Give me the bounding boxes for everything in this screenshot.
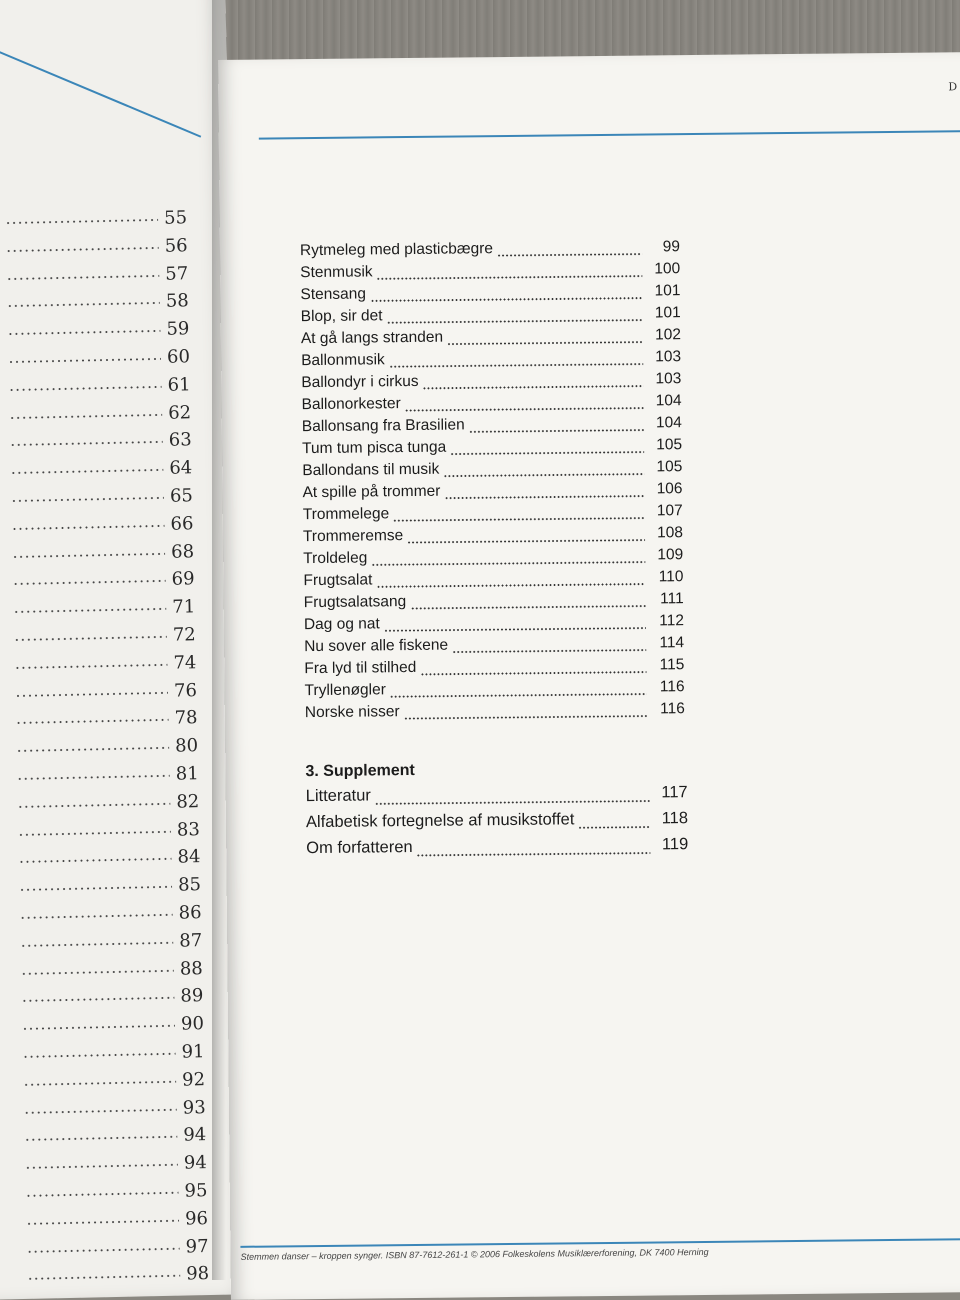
dot-leader bbox=[404, 714, 647, 720]
dot-leader bbox=[497, 252, 642, 257]
left-toc-row bbox=[5, 235, 187, 263]
toc-entry-page: 103 bbox=[655, 370, 682, 388]
left-toc-row bbox=[27, 1263, 209, 1291]
dot-leader bbox=[25, 1163, 178, 1170]
left-toc-page-number: 81 bbox=[175, 763, 199, 785]
left-toc-row bbox=[25, 1152, 207, 1180]
left-toc-page-number: 91 bbox=[181, 1041, 205, 1063]
left-toc-row bbox=[20, 930, 202, 958]
left-toc-page-number: 95 bbox=[184, 1180, 208, 1202]
dot-leader bbox=[9, 385, 162, 392]
toc-entry-page: 112 bbox=[659, 612, 684, 630]
toc-entry-title: Norske nisser bbox=[304, 703, 400, 722]
dot-leader bbox=[423, 384, 644, 389]
left-toc-row bbox=[21, 986, 203, 1014]
dot-leader bbox=[443, 472, 644, 477]
dot-leader bbox=[18, 829, 171, 836]
dot-leader bbox=[27, 1246, 180, 1253]
toc-entry-page: 101 bbox=[654, 304, 681, 322]
toc-entry-title: Ballonmusik bbox=[301, 351, 385, 370]
left-page-blue-rule bbox=[0, 35, 201, 138]
dot-leader bbox=[387, 318, 643, 324]
toc-entry-page: 119 bbox=[661, 835, 689, 854]
dot-leader bbox=[8, 357, 161, 364]
dot-leader bbox=[5, 218, 158, 225]
toc-entry-title: Ballondans til musik bbox=[302, 460, 440, 480]
toc-entry-page: 108 bbox=[657, 524, 684, 542]
dot-leader bbox=[450, 450, 644, 455]
dot-leader bbox=[10, 468, 163, 475]
dot-leader bbox=[384, 626, 646, 632]
left-toc-page-number: 84 bbox=[177, 846, 201, 869]
left-toc-row bbox=[24, 1124, 206, 1152]
left-toc-page-number: 72 bbox=[172, 624, 196, 646]
toc-entry-page: 110 bbox=[658, 568, 684, 586]
left-toc-row bbox=[10, 430, 192, 458]
left-toc-page-number: 56 bbox=[164, 235, 188, 257]
toc-entry-title: Ballonsang fra Brasilien bbox=[301, 416, 465, 436]
left-toc-row bbox=[26, 1208, 208, 1236]
left-toc-page-number: 66 bbox=[170, 513, 194, 535]
left-toc-page-number: 76 bbox=[173, 679, 198, 702]
left-toc-row bbox=[22, 1041, 204, 1069]
dot-leader bbox=[24, 1107, 177, 1114]
dot-leader bbox=[7, 329, 160, 336]
left-toc-page-number: 90 bbox=[180, 1013, 205, 1035]
toc-entry-title: Ballonorkester bbox=[301, 395, 401, 414]
left-toc-page-number: 97 bbox=[185, 1235, 209, 1258]
footer-text: Stemmen danser – kroppen synger. ISBN 87-7612-261-1 © 2006 Folkeskolens Musiklærerforening, DK 7400 Herning bbox=[240, 1246, 709, 1262]
toc-entry-title: Rytmeleg med plasticbægre bbox=[299, 240, 494, 260]
toc-entry-page: 116 bbox=[660, 700, 685, 718]
dot-leader bbox=[18, 857, 171, 864]
dot-leader bbox=[16, 746, 169, 753]
table-of-contents bbox=[300, 238, 687, 865]
dot-leader bbox=[371, 560, 645, 566]
dot-leader bbox=[447, 340, 643, 345]
toc-entry-page: 114 bbox=[659, 634, 685, 652]
dot-leader bbox=[23, 1080, 176, 1087]
dot-leader bbox=[6, 246, 159, 253]
toc-entry-title: Litteratur bbox=[305, 786, 371, 806]
toc-entry-page: 117 bbox=[661, 783, 688, 802]
left-toc-page-number: 93 bbox=[182, 1096, 206, 1119]
dot-leader bbox=[377, 274, 643, 280]
dot-leader bbox=[21, 996, 174, 1003]
left-toc-row bbox=[23, 1069, 205, 1097]
left-toc-page-number: 86 bbox=[178, 902, 202, 924]
left-toc-page-number: 59 bbox=[166, 318, 190, 340]
toc-entry-title: Trommeremse bbox=[302, 527, 404, 546]
toc-list bbox=[300, 238, 685, 726]
left-toc-row bbox=[5, 207, 187, 235]
left-toc-row bbox=[11, 513, 193, 541]
left-toc-page-number: 57 bbox=[165, 262, 189, 285]
toc-entry-page: 111 bbox=[660, 590, 684, 608]
dot-leader bbox=[452, 648, 646, 653]
left-toc-row bbox=[9, 402, 191, 430]
left-toc-page-number: 87 bbox=[179, 929, 203, 952]
toc-entry-page: 105 bbox=[656, 436, 683, 454]
toc-entry-page: 101 bbox=[654, 282, 681, 300]
left-toc-row bbox=[13, 596, 195, 624]
dot-leader bbox=[420, 670, 646, 675]
header-rule bbox=[259, 130, 960, 140]
supplement-list bbox=[306, 783, 689, 865]
toc-entry bbox=[305, 700, 685, 726]
toc-entry-page: 105 bbox=[656, 458, 683, 476]
toc-entry bbox=[306, 783, 688, 813]
left-toc-row bbox=[7, 291, 189, 319]
left-toc-row bbox=[7, 318, 189, 346]
left-toc-page-number: 89 bbox=[180, 985, 204, 1007]
left-toc-page-number: 88 bbox=[179, 957, 203, 980]
left-toc-page-number: 78 bbox=[174, 707, 198, 730]
section-title: 3. Supplement bbox=[305, 761, 415, 781]
dot-leader bbox=[13, 607, 166, 614]
dot-leader bbox=[393, 516, 645, 522]
toc-entry-title: Tryllenøgler bbox=[304, 681, 386, 700]
dot-leader bbox=[9, 412, 162, 419]
toc-entry-page: 102 bbox=[654, 326, 681, 344]
toc-entry-page: 99 bbox=[662, 238, 681, 256]
left-toc-page-number: 55 bbox=[163, 207, 188, 229]
toc-entry-page: 118 bbox=[661, 809, 689, 828]
left-toc-row bbox=[22, 1013, 204, 1041]
left-toc-row bbox=[26, 1236, 208, 1264]
left-toc-page-number: 69 bbox=[171, 568, 195, 591]
left-toc-row bbox=[14, 624, 196, 652]
left-toc-page-number: 94 bbox=[183, 1152, 208, 1174]
left-toc-row bbox=[25, 1180, 207, 1208]
toc-entry-page: 103 bbox=[655, 348, 682, 366]
dot-leader bbox=[15, 690, 168, 697]
left-toc-page-number: 68 bbox=[170, 540, 195, 563]
left-toc-row bbox=[18, 847, 200, 875]
toc-entry-title: Frugtsalat bbox=[303, 571, 373, 590]
dot-leader bbox=[25, 1191, 178, 1198]
toc-entry-page: 116 bbox=[659, 678, 685, 696]
footer-rule bbox=[240, 1238, 960, 1248]
right-page bbox=[218, 52, 960, 1300]
running-header-letter: D bbox=[948, 80, 958, 94]
dot-leader bbox=[21, 968, 174, 975]
left-toc-page-number: 61 bbox=[167, 374, 191, 396]
left-toc-page-number: 98 bbox=[186, 1263, 210, 1285]
dot-leader bbox=[22, 1024, 175, 1031]
left-toc-row bbox=[19, 874, 201, 902]
toc-entry-title: Ballondyr i cirkus bbox=[301, 372, 419, 392]
left-toc-row bbox=[17, 791, 199, 819]
dot-leader bbox=[14, 663, 167, 670]
toc-entry-title: Troldeleg bbox=[303, 549, 368, 568]
toc-entry-title: Blop, sir det bbox=[300, 307, 383, 326]
toc-entry-title: Alfabetisk fortegnelse af musikstoffet bbox=[305, 810, 575, 832]
toc-entry bbox=[306, 809, 688, 839]
left-toc-page-number: 62 bbox=[167, 401, 192, 424]
dot-leader bbox=[20, 913, 173, 920]
dot-leader bbox=[27, 1274, 180, 1281]
dot-leader bbox=[10, 440, 163, 447]
left-toc-row bbox=[21, 958, 203, 986]
toc-entry bbox=[306, 835, 688, 865]
toc-entry-page: 104 bbox=[655, 392, 682, 410]
left-toc-page-number: 71 bbox=[172, 596, 196, 618]
left-toc-page-number: 83 bbox=[176, 818, 201, 841]
dot-leader bbox=[20, 941, 173, 948]
dot-leader bbox=[14, 635, 167, 642]
left-toc-page-number: 85 bbox=[177, 874, 202, 896]
toc-entry-title: Stenmusik bbox=[300, 263, 373, 282]
toc-entry-title: Om forfatteren bbox=[306, 838, 413, 858]
dot-leader bbox=[578, 825, 650, 829]
left-toc-page-number: 65 bbox=[169, 485, 194, 507]
dot-leader bbox=[390, 692, 647, 698]
dot-leader bbox=[11, 524, 164, 531]
dot-leader bbox=[417, 851, 651, 856]
left-toc-page-number: 58 bbox=[165, 290, 189, 313]
toc-entry-title: Dag og nat bbox=[303, 615, 380, 634]
toc-entry-title: At spille på trommer bbox=[302, 482, 441, 502]
dot-leader bbox=[23, 1052, 176, 1059]
toc-entry-title: Stensang bbox=[300, 285, 367, 304]
toc-entry-title: At gå langs stranden bbox=[300, 328, 444, 348]
dot-leader bbox=[13, 579, 166, 586]
dot-leader bbox=[410, 604, 645, 609]
dot-leader bbox=[6, 273, 159, 280]
left-toc-page-number: 63 bbox=[168, 429, 192, 452]
toc-entry-page: 115 bbox=[659, 656, 685, 674]
dot-leader bbox=[26, 1218, 179, 1225]
toc-entry-page: 106 bbox=[656, 480, 683, 498]
left-toc-row bbox=[16, 735, 198, 763]
left-toc-row bbox=[14, 652, 196, 680]
left-toc-row bbox=[19, 902, 201, 930]
left-toc-row bbox=[8, 346, 190, 374]
dot-leader bbox=[469, 428, 644, 433]
left-toc-page-number: 80 bbox=[174, 735, 199, 757]
left-toc-page-number: 96 bbox=[184, 1207, 209, 1230]
dot-leader bbox=[376, 582, 645, 588]
toc-entry-title: Fra lyd til stilhed bbox=[304, 658, 417, 678]
left-toc-row bbox=[18, 819, 200, 847]
left-toc-row bbox=[6, 263, 188, 291]
left-toc-row bbox=[11, 485, 193, 513]
dot-leader bbox=[407, 538, 645, 543]
dot-leader bbox=[11, 496, 164, 503]
toc-entry-title: Nu sover alle fiskene bbox=[304, 636, 449, 656]
toc-entry-title: Frugtsalatsang bbox=[303, 593, 407, 612]
left-toc-row bbox=[12, 569, 194, 597]
toc-entry-page: 109 bbox=[657, 546, 684, 564]
left-toc-row bbox=[15, 708, 197, 736]
left-toc-page-number: 94 bbox=[183, 1124, 207, 1146]
left-toc-page-number: 60 bbox=[166, 346, 191, 368]
left-toc-row bbox=[23, 1097, 205, 1125]
dot-leader bbox=[389, 362, 643, 368]
dot-leader bbox=[17, 802, 170, 809]
left-toc-page-number: 64 bbox=[169, 457, 193, 479]
dot-leader bbox=[17, 774, 170, 781]
dot-leader bbox=[24, 1135, 177, 1142]
toc-entry-page: 104 bbox=[655, 414, 682, 432]
toc-entry-page: 100 bbox=[654, 260, 681, 278]
dot-leader bbox=[375, 799, 650, 805]
left-toc-row bbox=[12, 541, 194, 569]
left-toc-row bbox=[10, 457, 192, 485]
dot-leader bbox=[16, 718, 169, 725]
dot-leader bbox=[19, 885, 172, 892]
left-toc-page-number: 74 bbox=[173, 651, 197, 674]
left-toc-row bbox=[16, 763, 198, 791]
toc-entry-page: 107 bbox=[656, 502, 683, 520]
dot-leader bbox=[370, 296, 643, 302]
left-toc-page-number: 82 bbox=[176, 790, 200, 813]
left-toc-row bbox=[8, 374, 190, 402]
dot-leader bbox=[12, 551, 165, 558]
left-toc-page-number: 92 bbox=[181, 1068, 206, 1091]
toc-entry-title: Tum tum pisca tunga bbox=[301, 438, 447, 458]
dot-leader bbox=[405, 406, 644, 412]
dot-leader bbox=[444, 494, 644, 499]
dot-leader bbox=[7, 301, 160, 308]
toc-entry-title: Trommelege bbox=[302, 505, 390, 524]
left-toc-row bbox=[15, 680, 197, 708]
